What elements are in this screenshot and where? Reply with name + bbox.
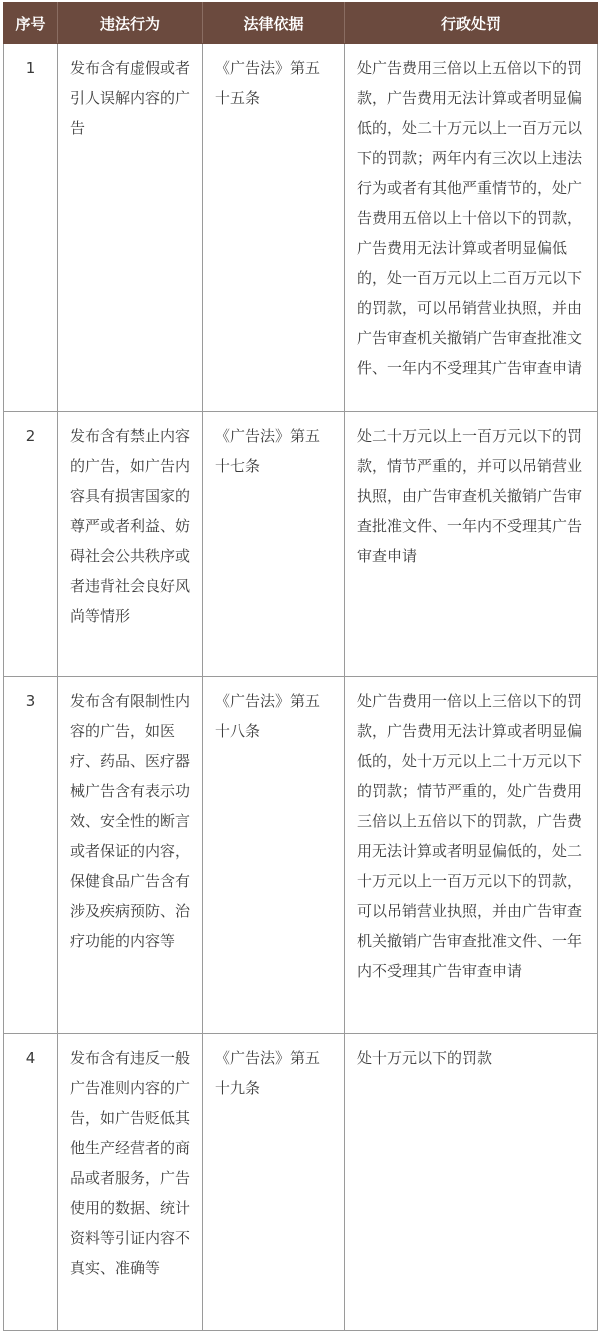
- row-legal-basis: 《广告法》第五十七条: [203, 412, 345, 677]
- row-number: 3: [4, 677, 58, 1034]
- row-penalty: 处广告费用一倍以上三倍以下的罚款，广告费用无法计算或者明显偏低的，处十万元以上二十万元以下的罚款；情节严重的，处广告费用三倍以上五倍以下的罚款，广告费用无法计算或者明显偏低的，处二十万元以上一百万元以下的罚款，可以吊销营业执照，并由广告审查机关撤销广告审查批准文件、一年内不受理其广告审查申请: [345, 677, 598, 1034]
- header-penalty: 行政处罚: [345, 3, 598, 44]
- row-number: 2: [4, 412, 58, 677]
- row-legal-basis: 《广告法》第五十九条: [203, 1034, 345, 1331]
- header-number: 序号: [4, 3, 58, 44]
- row-violation: 发布含有虚假或者引人误解内容的广告: [58, 44, 203, 412]
- table-row: [4, 677, 598, 1034]
- header-row: [4, 3, 598, 44]
- table-row: [4, 44, 598, 412]
- row-violation: 发布含有违反一般广告准则内容的广告，如广告贬低其他生产经营者的商品或者服务，广告使用的数据、统计资料等引证内容不真实、准确等: [58, 1034, 203, 1331]
- row-penalty: 处广告费用三倍以上五倍以下的罚款，广告费用无法计算或者明显偏低的，处二十万元以上一百万元以下的罚款；两年内有三次以上违法行为或者有其他严重情节的，处广告费用五倍以上十倍以下的罚款，广告费用无法计算或者明显偏低的，处一百万元以上二百万元以下的罚款，可以吊销营业执照，并由广告审查机关撤销广告审查批准文件、一年内不受理其广告审查申请: [345, 44, 598, 412]
- header-legal-basis: 法律依据: [203, 3, 345, 44]
- row-legal-basis: 《广告法》第五十五条: [203, 44, 345, 412]
- row-number: 1: [4, 44, 58, 412]
- row-violation: 发布含有禁止内容的广告，如广告内容具有损害国家的尊严或者利益、妨碍社会公共秩序或者违背社会良好风尚等情形: [58, 412, 203, 677]
- penalty-table: [3, 2, 598, 1331]
- table-row: [4, 1034, 598, 1331]
- row-violation: 发布含有限制性内容的广告，如医疗、药品、医疗器械广告含有表示功效、安全性的断言或者保证的内容，保健食品广告含有涉及疾病预防、治疗功能的内容等: [58, 677, 203, 1034]
- row-penalty: 处二十万元以上一百万元以下的罚款，情节严重的，并可以吊销营业执照，由广告审查机关撤销广告审查批准文件、一年内不受理其广告审查申请: [345, 412, 598, 677]
- table-row: [4, 412, 598, 677]
- header-violation: 违法行为: [58, 3, 203, 44]
- row-number: 4: [4, 1034, 58, 1331]
- row-legal-basis: 《广告法》第五十八条: [203, 677, 345, 1034]
- row-penalty: 处十万元以下的罚款: [345, 1034, 598, 1331]
